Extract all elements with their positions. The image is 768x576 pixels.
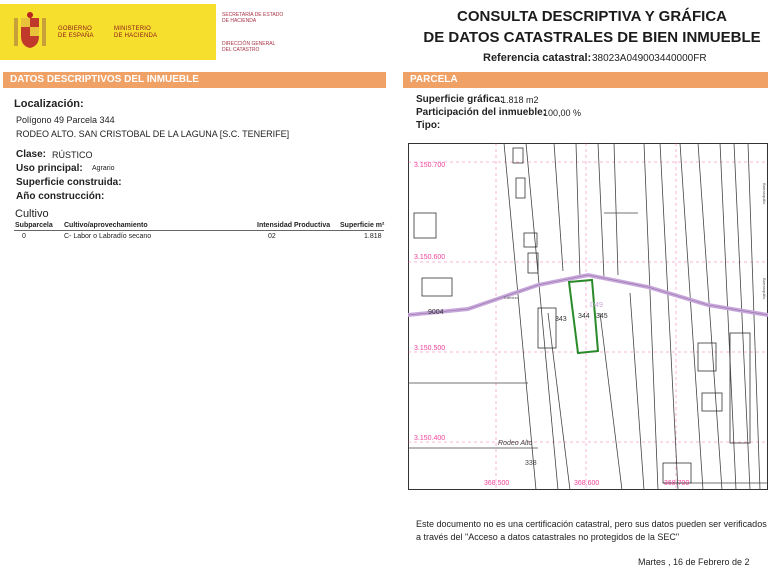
table-cell-area: 1.818 bbox=[364, 233, 382, 240]
crop-title: Cultivo bbox=[15, 208, 49, 220]
ministry-line2: DE HACIENDA bbox=[114, 33, 158, 39]
map-right-label2: Barranquillo bbox=[762, 278, 767, 300]
map-road-label: Camino bbox=[504, 295, 518, 300]
ministry-label bbox=[114, 26, 157, 40]
sec-line2: DE HACIENDA bbox=[222, 18, 257, 24]
table-header-area: Superficie m² bbox=[340, 222, 385, 229]
map-coord-y1: 3.150.700 bbox=[414, 162, 446, 169]
built-area-label: Superficie construida: bbox=[16, 177, 122, 188]
disclaimer-note: Este documento no es una certificación catastral, pero sus datos pueden ser verificados a través del "Acceso a datos catastrales no protegidos de la SEC" bbox=[416, 519, 767, 542]
map-coord-x1: 368.500 bbox=[484, 480, 510, 487]
table-divider bbox=[14, 230, 384, 231]
gov-line1: GOBIERNO bbox=[58, 26, 92, 32]
graphic-area-label: Superficie gráfica: bbox=[416, 94, 504, 105]
directorate-label bbox=[222, 41, 275, 53]
table-header-intensity: Intensidad Productiva bbox=[257, 222, 331, 229]
table-cell-subparcel: 0 bbox=[22, 233, 26, 240]
participation-value: 100,00 % bbox=[543, 108, 582, 118]
map-coord-y4: 3.150.400 bbox=[414, 435, 446, 442]
cadastral-ref-value: 38023A049003440000FR bbox=[592, 53, 707, 64]
parcel-bar: PARCELA bbox=[403, 72, 768, 88]
map-parcel-d49: D49 bbox=[590, 302, 603, 309]
secretariat-label bbox=[222, 12, 283, 24]
dir-line1: DIRECCIÓN GENERAL bbox=[222, 41, 276, 47]
cadastral-ref-label: Referencia catastral: bbox=[483, 52, 592, 64]
document-date: Martes , 16 de Febrero de 2 bbox=[638, 557, 750, 567]
cadastral-map bbox=[408, 143, 768, 490]
map-coord-y3: 3.150.500 bbox=[414, 345, 446, 352]
table-header-crop: Cultivo/aprovechamiento bbox=[64, 222, 148, 229]
main-use-value: Agrario bbox=[92, 165, 115, 172]
construction-year-label: Año construcción: bbox=[16, 191, 105, 202]
table-header-subparcel: Subparcela bbox=[15, 222, 53, 229]
map-parcel-344: 344 bbox=[578, 313, 590, 320]
graphic-area-value: 1.818 m2 bbox=[501, 95, 539, 105]
descriptive-data-bar: DATOS DESCRIPTIVOS DEL INMUEBLE bbox=[3, 72, 386, 88]
table-cell-crop: C- Labor o Labradío secano bbox=[64, 233, 152, 240]
title-line1: CONSULTA DESCRIPTIVA Y GRÁFICA bbox=[456, 8, 727, 25]
class-label: Clase: bbox=[16, 149, 47, 160]
location-line2: RODEO ALTO. SAN CRISTOBAL DE LA LAGUNA [S.C. TENERIFE] bbox=[16, 129, 290, 139]
location-line1: Polígono 49 Parcela 344 bbox=[16, 115, 115, 125]
sec-line1: SECRETARÍA DE ESTADO bbox=[222, 12, 284, 18]
map-right-label1: Barranquillo bbox=[762, 183, 767, 205]
map-place-number: 338 bbox=[525, 460, 537, 467]
gov-line2: DE ESPAÑA bbox=[58, 33, 94, 39]
government-label bbox=[58, 26, 94, 40]
map-coord-x3: 368.700 bbox=[664, 480, 690, 487]
map-coord-y2: 3.150.600 bbox=[414, 254, 446, 261]
main-use-label: Uso principal: bbox=[16, 163, 83, 174]
dir-line2: DEL CATASTRO bbox=[222, 47, 260, 53]
ministry-line1: MINISTERIO bbox=[114, 26, 152, 32]
page-title bbox=[402, 6, 768, 48]
coat-of-arms-icon bbox=[12, 12, 48, 52]
map-parcel-343: 343 bbox=[555, 316, 567, 323]
type-label: Tipo: bbox=[416, 120, 441, 131]
location-label: Localización: bbox=[14, 98, 84, 110]
title-line2: DE DATOS CATASTRALES DE BIEN INMUEBLE bbox=[423, 29, 761, 46]
map-road-number: 9004 bbox=[428, 309, 444, 316]
class-value: RÚSTICO bbox=[52, 150, 93, 160]
map-parcel-345: 345 bbox=[596, 313, 608, 320]
table-cell-intensity: 02 bbox=[268, 233, 276, 240]
participation-label: Participación del inmueble: bbox=[416, 107, 547, 118]
map-coord-x2: 368.600 bbox=[574, 480, 600, 487]
map-place-name: Rodeo Alto bbox=[498, 440, 533, 447]
